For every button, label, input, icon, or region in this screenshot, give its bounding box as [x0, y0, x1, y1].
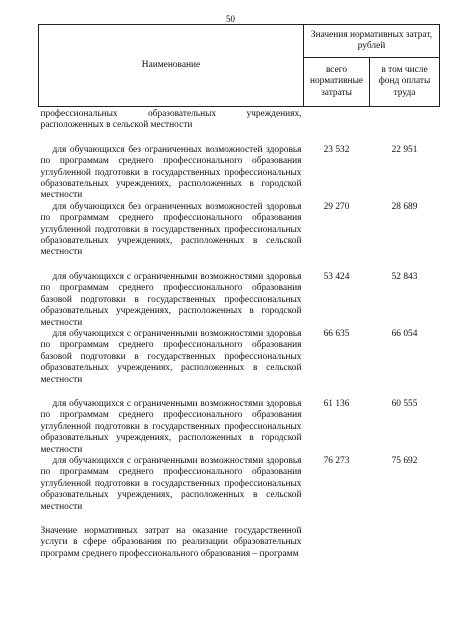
row-description: для обучающихся без ограниченных возможностей здоровья по программам среднего профессионального образования углубленной подготовки в государственных профессиональных образовательных учреждениях, расположенных в городской местности: [40, 144, 302, 201]
row-wage-value: 52 843: [391, 271, 418, 282]
normative-costs-table: [38, 24, 440, 560]
page-number: 50: [226, 14, 235, 24]
row-wage-value: 22 951: [391, 144, 418, 155]
table-row: [39, 107, 440, 132]
row-description: для обучающихся с ограниченными возможностями здоровья по программам среднего профессионального образования базовой подготовки в государственных профессиональных образовательных учреждениях, расположенных в городской местности: [40, 271, 302, 328]
table-row: [39, 145, 440, 202]
table-row: [39, 272, 440, 329]
row-description: для обучающихся с ограниченными возможностями здоровья по программам среднего профессионального образования базовой подготовки в государственных профессиональных образовательных учреждениях, расположенных в сельской местности: [40, 328, 302, 385]
row-total-value: 29 270: [323, 201, 350, 212]
row-wage-value: 28 689: [391, 201, 418, 212]
row-total-value: 53 424: [323, 271, 350, 282]
table-row: [39, 202, 440, 259]
final-row-text: Значение нормативных затрат на оказание государственной услуги в сфере образования по реализации образовательных программ среднего профессионального образования – программ: [40, 526, 302, 559]
row-total-value: 66 635: [323, 328, 350, 339]
column-header-costs: Значения нормативных затрат, рублей: [304, 25, 440, 58]
column-header-wage-fund: в том числе фонд оплаты труда: [370, 58, 440, 107]
table-row: [39, 329, 440, 386]
row-description: для обучающихся с ограниченными возможностями здоровья по программам среднего профессионального образования углубленной подготовки в государственных профессиональных образовательных учреждениях, расположенных в городской местности: [40, 398, 302, 455]
table-row: [39, 399, 440, 456]
column-header-name: Наименование: [39, 25, 304, 107]
row-description: для обучающихся с ограниченными возможностями здоровья по программам среднего профессионального образования углубленной подготовки в государственных профессиональных образовательных учреждениях, расположенных в сельской местности: [40, 455, 302, 512]
table-row: [39, 456, 440, 513]
row-total-value: 76 273: [323, 455, 350, 466]
column-header-total: всего нормативные затраты: [304, 58, 370, 107]
row-wage-value: 66 054: [391, 328, 418, 339]
row-total-value: 23 532: [323, 144, 350, 155]
row-continuation-text: профессиональных образовательных учреждениях, расположенных в сельской местности: [40, 109, 302, 131]
table-row: [39, 526, 440, 560]
row-wage-value: 75 692: [391, 455, 418, 466]
row-description: для обучающихся без ограниченных возможностей здоровья по программам среднего профессионального образования углубленной подготовки в государственных профессиональных образовательных учреждениях, расположенных в сельской местности: [40, 201, 302, 258]
row-total-value: 61 136: [323, 398, 350, 409]
row-wage-value: 60 555: [391, 398, 418, 409]
